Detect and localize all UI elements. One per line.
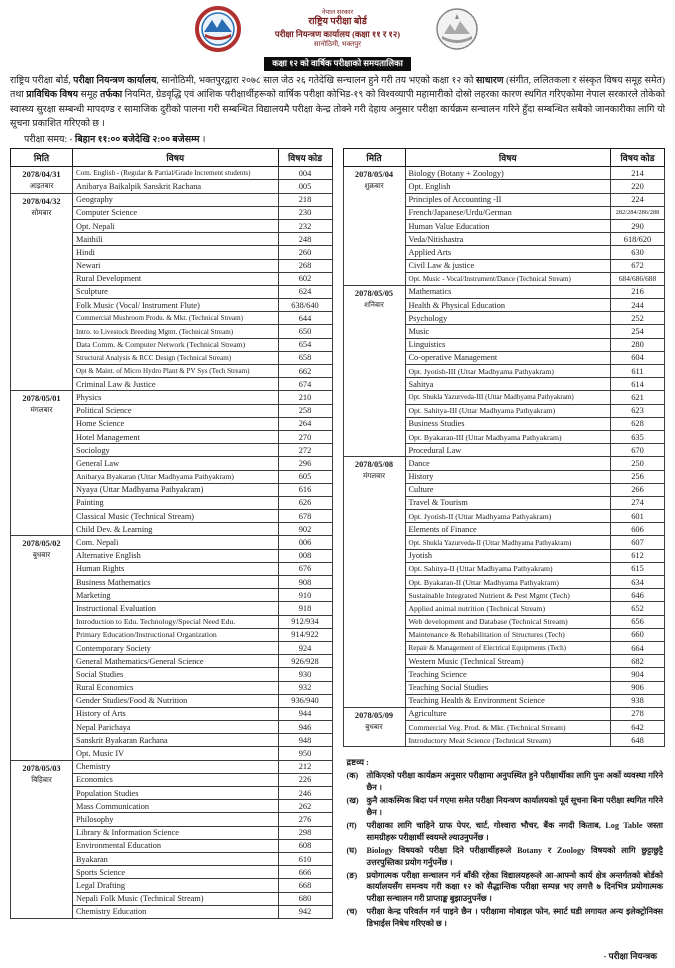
subject-cell: Economics bbox=[73, 773, 279, 786]
code-cell: 904 bbox=[611, 668, 665, 681]
code-cell: 944 bbox=[278, 707, 332, 720]
subject-cell: Elements of Finance bbox=[405, 523, 611, 536]
code-cell: 626 bbox=[278, 496, 332, 509]
subject-cell: Environmental Education bbox=[73, 839, 279, 852]
subject-cell: Library & Information Science bbox=[73, 826, 279, 839]
note-item bbox=[347, 770, 664, 794]
code-cell: 606 bbox=[611, 523, 665, 536]
date-cell bbox=[11, 760, 73, 918]
code-cell: 672 bbox=[611, 259, 665, 272]
code-cell: 644 bbox=[278, 312, 332, 325]
note-item bbox=[347, 845, 664, 869]
code-cell: 280 bbox=[611, 338, 665, 351]
subject-cell: Com. Nepali bbox=[73, 536, 279, 549]
subject-cell: Population Studies bbox=[73, 787, 279, 800]
note-text: Biology विषयको परीक्षा दिने परीक्षार्थीहरूले Botany र Zoology विषयको लागि छुट्टाछुट्टै उत्तरपुस्तिका प्रयोग गर्नुपर्नेछ । bbox=[366, 845, 663, 867]
code-cell: 614 bbox=[611, 378, 665, 391]
subject-cell: Maintenance & Rehabilitation of Structures (Tech) bbox=[405, 628, 611, 641]
code-cell: 684/686/688 bbox=[611, 272, 665, 285]
subject-cell: Primary Education/Instructional Organization bbox=[73, 628, 279, 641]
intro-paragraph bbox=[10, 74, 665, 131]
code-cell: 908 bbox=[278, 576, 332, 589]
subject-cell: Alternative English bbox=[73, 549, 279, 562]
code-cell: 674 bbox=[278, 378, 332, 391]
code-cell: 226 bbox=[278, 773, 332, 786]
signature-line: - परीक्षा नियन्त्रक bbox=[603, 951, 657, 962]
note-text: तोकिएको परीक्षा कार्यक्रम अनुसार परीक्षामा अनुपस्थित हुने परीक्षार्थीका लागि पुनः अर्को व्यवस्था गरिने छैन । bbox=[366, 771, 663, 793]
subject-cell: General Mathematics/General Science bbox=[73, 655, 279, 668]
subject-cell: Newari bbox=[73, 259, 279, 272]
subject-cell: Procedural Law bbox=[405, 444, 611, 457]
code-cell: 264 bbox=[278, 417, 332, 430]
date-cell bbox=[11, 167, 73, 193]
subject-cell: Sculpture bbox=[73, 285, 279, 298]
intro-text-segment: प्राविधिक विषय bbox=[26, 90, 79, 101]
code-cell: 276 bbox=[278, 813, 332, 826]
code-cell: 638/640 bbox=[278, 299, 332, 312]
code-cell: 272 bbox=[278, 444, 332, 457]
code-cell: 262 bbox=[278, 800, 332, 813]
header bbox=[10, 6, 665, 52]
code-cell: 282/284/286/288 bbox=[611, 206, 665, 219]
subject-cell: Health & Physical Education bbox=[405, 299, 611, 312]
code-column-header: विषय कोड bbox=[278, 149, 332, 167]
subject-cell: Structural Analysis & RCC Design (Technical Stream) bbox=[73, 351, 279, 364]
subject-cell: Web development and Database (Technical Stream) bbox=[405, 615, 611, 628]
exam-date: 2078/05/02 bbox=[22, 539, 61, 549]
note-label: (ख) bbox=[346, 796, 359, 806]
subject-cell: Nyaya (Uttar Madhyama Pathyakram) bbox=[73, 483, 279, 496]
table-header-row bbox=[11, 149, 333, 167]
code-cell: 656 bbox=[611, 615, 665, 628]
exam-day: बुधबार bbox=[32, 551, 51, 560]
exam-day: बुधबार bbox=[365, 722, 383, 731]
code-cell: 658 bbox=[278, 351, 332, 364]
subject-cell: Physics bbox=[73, 391, 279, 404]
code-cell: 611 bbox=[611, 365, 665, 378]
code-cell: 648 bbox=[611, 734, 665, 747]
subject-cell: General Law bbox=[73, 457, 279, 470]
code-cell: 635 bbox=[611, 430, 665, 443]
exam-day: सोमबार bbox=[31, 208, 52, 217]
code-cell: 256 bbox=[611, 470, 665, 483]
exam-date: 2078/05/03 bbox=[22, 763, 61, 773]
exam-day: शनिबार bbox=[364, 300, 384, 309]
code-cell: 248 bbox=[278, 233, 332, 246]
code-cell: 278 bbox=[611, 707, 665, 720]
intro-text-segment: समूह bbox=[78, 90, 100, 101]
subject-cell: Music bbox=[405, 325, 611, 338]
neb-board-logo-icon bbox=[195, 6, 241, 52]
exam-time-suffix: । bbox=[199, 135, 206, 146]
subject-cell: Opt. Sahitya-III (Uttar Madhyama Pathyakram) bbox=[405, 404, 611, 417]
subject-cell: Sociology bbox=[73, 444, 279, 457]
subject-column-header: विषय bbox=[73, 149, 279, 167]
code-cell: 660 bbox=[611, 628, 665, 641]
subject-cell: Business Mathematics bbox=[73, 576, 279, 589]
subject-cell: Computer Science bbox=[73, 206, 279, 219]
code-cell: 912/934 bbox=[278, 615, 332, 628]
subject-cell: Civil Law & justice bbox=[405, 259, 611, 272]
board-name: राष्ट्रिय परीक्षा बोर्ड bbox=[308, 17, 367, 28]
code-cell: 914/922 bbox=[278, 628, 332, 641]
subject-cell: Nepal Parichaya bbox=[73, 721, 279, 734]
code-cell: 270 bbox=[278, 430, 332, 443]
exam-time-line bbox=[24, 132, 665, 145]
subject-cell: Psychology bbox=[405, 312, 611, 325]
code-cell: 680 bbox=[278, 892, 332, 905]
code-cell: 274 bbox=[611, 496, 665, 509]
subject-cell: Commercial Mushroom Produ. & Mkt. (Technical Stream) bbox=[73, 312, 279, 325]
date-cell bbox=[343, 707, 405, 747]
code-cell: 642 bbox=[611, 721, 665, 734]
exam-date: 2078/04/32 bbox=[22, 196, 61, 206]
subject-cell: Teaching Social Studies bbox=[405, 681, 611, 694]
table-row bbox=[11, 193, 333, 206]
header-titles bbox=[275, 9, 400, 48]
code-cell: 930 bbox=[278, 668, 332, 681]
table-row bbox=[343, 167, 665, 180]
subject-cell: Rural Development bbox=[73, 272, 279, 285]
code-cell: 938 bbox=[611, 694, 665, 707]
government-line: नेपाल सरकार bbox=[321, 9, 354, 17]
subject-cell: Hindi bbox=[73, 246, 279, 259]
date-cell bbox=[343, 457, 405, 708]
code-cell: 224 bbox=[611, 193, 665, 206]
subject-cell: Opt. Shukla Yazurveda-III (Uttar Madhyama Pathyakram) bbox=[405, 391, 611, 404]
code-cell: 668 bbox=[278, 879, 332, 892]
date-cell bbox=[11, 193, 73, 391]
code-cell: 678 bbox=[278, 510, 332, 523]
note-label: (ग) bbox=[346, 821, 357, 830]
subject-cell: Instructional Evaluation bbox=[73, 602, 279, 615]
code-cell: 608 bbox=[278, 839, 332, 852]
code-cell: 948 bbox=[278, 734, 332, 747]
note-item bbox=[347, 906, 664, 930]
table-row bbox=[11, 760, 333, 773]
banner-wrap bbox=[10, 53, 665, 71]
subject-cell: Opt. Music - Vocal/Instrument/Dance (Technical Stream) bbox=[405, 272, 611, 285]
code-cell: 950 bbox=[278, 747, 332, 760]
note-text: परीक्षाका लागि चाहिने ग्राफ पेपर, चार्ट, गोश्वारा भौचर, बैंक नगदी किताब, Log Table जस्ता सामग्रीहरू परीक्षार्थी स्वयम्ले ल्याउनुपर्नेछ । bbox=[366, 821, 663, 842]
subject-cell: Geography bbox=[73, 193, 279, 206]
code-cell: 906 bbox=[611, 681, 665, 694]
subject-cell: Opt. Shukla Yazurveda-II (Uttar Madhyama Pathyakram) bbox=[405, 536, 611, 549]
note-label: (क) bbox=[346, 771, 359, 781]
intro-text-segment: (संगीत, ललितकला र संस्कृत विषय समूह समेत) तथा bbox=[10, 76, 665, 101]
right-column bbox=[343, 148, 666, 962]
subject-cell: Opt. Nepali bbox=[73, 219, 279, 232]
subject-cell: Principles of Accounting -II bbox=[405, 193, 611, 206]
date-column-header: मिति bbox=[343, 149, 405, 167]
subject-cell: Opt. Byakaran-II (Uttar Madhyama Pathyakram) bbox=[405, 576, 611, 589]
subject-cell: Western Music (Technical Stream) bbox=[405, 655, 611, 668]
code-cell: 624 bbox=[278, 285, 332, 298]
code-cell: 220 bbox=[611, 180, 665, 193]
code-cell: 005 bbox=[278, 180, 332, 193]
code-cell: 646 bbox=[611, 589, 665, 602]
exam-day: मंगलबार bbox=[30, 406, 53, 415]
subject-cell: Intro. to Livestock Breeding Mgmt. (Technical Stream) bbox=[73, 325, 279, 338]
subject-cell: Opt. Byakaran-III (Uttar Madhyama Pathyakram) bbox=[405, 430, 611, 443]
code-cell: 250 bbox=[611, 457, 665, 470]
nepal-government-emblem-icon bbox=[434, 6, 480, 52]
code-cell: 670 bbox=[611, 444, 665, 457]
code-cell: 601 bbox=[611, 510, 665, 523]
subject-cell: Linguistics bbox=[405, 338, 611, 351]
date-column-header: मिति bbox=[11, 149, 73, 167]
code-cell: 210 bbox=[278, 391, 332, 404]
code-cell: 918 bbox=[278, 602, 332, 615]
code-cell: 942 bbox=[278, 905, 332, 918]
subject-cell: Travel & Tourism bbox=[405, 496, 611, 509]
code-cell: 605 bbox=[278, 470, 332, 483]
subject-cell: Contemporary Society bbox=[73, 641, 279, 654]
exam-date: 2078/04/31 bbox=[22, 170, 61, 180]
date-cell bbox=[343, 167, 405, 286]
code-cell: 006 bbox=[278, 536, 332, 549]
code-cell: 232 bbox=[278, 219, 332, 232]
code-cell: 682 bbox=[611, 655, 665, 668]
subject-cell: Introduction to Edu. Technology/Special Need Edu. bbox=[73, 615, 279, 628]
code-cell: 610 bbox=[278, 852, 332, 865]
code-cell: 910 bbox=[278, 589, 332, 602]
table-row bbox=[11, 167, 333, 180]
subject-cell: Repair & Management of Electrical Equipments (Tech) bbox=[405, 641, 611, 654]
office-name: परीक्षा नियन्त्रण कार्यालय (कक्षा ११ र १२) bbox=[274, 29, 401, 40]
code-cell: 902 bbox=[278, 523, 332, 536]
note-label: (ङ) bbox=[346, 870, 358, 880]
subject-cell: Political Science bbox=[73, 404, 279, 417]
exam-date: 2078/05/01 bbox=[22, 394, 61, 404]
intro-text-segment: राष्ट्रिय परीक्षा बोर्ड, bbox=[10, 76, 74, 86]
note-label: (च) bbox=[346, 907, 358, 917]
exam-date: 2078/05/04 bbox=[354, 170, 394, 180]
subject-cell: Philosophy bbox=[73, 813, 279, 826]
code-cell: 296 bbox=[278, 457, 332, 470]
subject-cell: Veda/Nitishastra bbox=[405, 233, 611, 246]
code-cell: 266 bbox=[611, 483, 665, 496]
subject-cell: Classical Music (Technical Stream) bbox=[73, 510, 279, 523]
subject-cell: Sustainable Integrated Nutrient & Pest Mgmt (Tech) bbox=[405, 589, 611, 602]
subject-cell: Applied animal nutrition (Technical Stream) bbox=[405, 602, 611, 615]
subject-cell: Opt. Jyotish-III (Uttar Madhyama Pathyakram) bbox=[405, 365, 611, 378]
subject-cell: Chemistry Education bbox=[73, 905, 279, 918]
subject-cell: Sahitya bbox=[405, 378, 611, 391]
table-row bbox=[343, 457, 665, 470]
code-cell: 260 bbox=[278, 246, 332, 259]
exam-time-prefix: परीक्षा समय: - bbox=[24, 135, 75, 146]
code-cell: 662 bbox=[278, 365, 332, 378]
subject-cell: Co-operative Management bbox=[405, 351, 611, 364]
subject-cell: Social Studies bbox=[73, 668, 279, 681]
code-cell: 246 bbox=[278, 787, 332, 800]
subject-cell: French/Japanese/Urdu/German bbox=[405, 206, 611, 219]
note-text: परीक्षा केन्द्र परिवर्तन गर्न पाइने छैन । परीक्षामा मोबाइल फोन, स्मार्ट घडी लगायत अन्य इलेक्ट्रोनिक्स डिभाईस निषेध गरिएको छ । bbox=[366, 907, 663, 929]
date-cell bbox=[11, 391, 73, 536]
code-cell: 946 bbox=[278, 721, 332, 734]
date-cell bbox=[343, 285, 405, 456]
notes-title: द्रष्टव्य : bbox=[346, 757, 370, 768]
code-column-header: विषय कोड bbox=[611, 149, 665, 167]
intro-text-segment: नियमित, ग्रेडवृद्धि एवं आंशिक परीक्षार्थीहरूको वार्षिक परीक्षा कोभिड-१९ को विश्वव्यापी महामारीको दोस्रो लहरका कारण स्थगित गरिएकोमा नेपाल सरकारले तोकेको स्वास्थ्य सुरक्षा सम्बन्धी मापदण्ड र सामाजिक दुरीको पालना गरी सम्बन्धित विद्यालयमै परीक्षा केन्द्र तोक्ने गरी देहाय अनुसार परीक्षा कार्यक्रम सन्चालन गरिने हुँदा सम्बन्धित सबैको जानकारीका लागि यो सूचना प्रकाशित गरिएको छ । bbox=[10, 90, 666, 129]
code-cell: 652 bbox=[611, 602, 665, 615]
code-cell: 298 bbox=[278, 826, 332, 839]
table-row bbox=[11, 536, 333, 549]
code-cell: 628 bbox=[611, 417, 665, 430]
subject-cell: Jyotish bbox=[405, 549, 611, 562]
subject-cell: Child Dev. & Learning bbox=[73, 523, 279, 536]
code-cell: 258 bbox=[278, 404, 332, 417]
subject-cell: Opt. Jyotish-II (Uttar Madhyama Pathyakram) bbox=[405, 510, 611, 523]
subject-cell: Teaching Health & Environment Science bbox=[405, 694, 611, 707]
subject-cell: Introductory Meat Science (Technical Stream) bbox=[405, 734, 611, 747]
subject-cell: Home Science bbox=[73, 417, 279, 430]
code-cell: 924 bbox=[278, 641, 332, 654]
subject-cell: Marketing bbox=[73, 589, 279, 602]
schedule-tables bbox=[10, 148, 665, 962]
exam-day: शुक्रबार bbox=[364, 182, 384, 191]
subject-cell: Anibarya Baikalpik Sanskrit Rachana bbox=[73, 180, 279, 193]
subject-cell: Folk Music (Vocal/ Instrument Flute) bbox=[73, 299, 279, 312]
exam-date: 2078/05/08 bbox=[354, 460, 394, 470]
subject-cell: History bbox=[405, 470, 611, 483]
table-row bbox=[343, 707, 665, 720]
office-address: सानोठिमी, भक्तपुर bbox=[313, 39, 362, 48]
subject-cell: Culture bbox=[405, 483, 611, 496]
subject-cell: Byakaran bbox=[73, 852, 279, 865]
subject-cell: Sanskrit Byakaran Rachana bbox=[73, 734, 279, 747]
note-text: कुनै आकस्मिक बिदा पर्न गएमा समेत परीक्षा नियन्त्रण कार्यालयको पूर्व सूचना बिना परीक्षा स्थगित गरिने छैन । bbox=[366, 796, 663, 818]
table-row bbox=[343, 285, 665, 298]
subject-cell: Applied Arts bbox=[405, 246, 611, 259]
subject-cell: Dance bbox=[405, 457, 611, 470]
exam-day: बिहिबार bbox=[31, 775, 52, 784]
code-cell: 666 bbox=[278, 866, 332, 879]
subject-cell: Commercial Veg. Prod. & Mkt. (Technical Stream) bbox=[405, 721, 611, 734]
code-cell: 008 bbox=[278, 549, 332, 562]
subject-cell: Criminal Law & Justice bbox=[73, 378, 279, 391]
subject-cell: Human Value Education bbox=[405, 219, 611, 232]
table-row bbox=[11, 391, 333, 404]
code-cell: 618/620 bbox=[611, 233, 665, 246]
code-cell: 212 bbox=[278, 760, 332, 773]
note-label: (घ) bbox=[346, 845, 357, 855]
note-item bbox=[347, 820, 664, 844]
subject-cell: Rural Economics bbox=[73, 681, 279, 694]
subject-cell: Mass Communication bbox=[73, 800, 279, 813]
code-cell: 604 bbox=[611, 351, 665, 364]
exam-time-value: बिहान ११:०० बजेदेखि २:०० बजेसम्म bbox=[74, 135, 200, 146]
code-cell: 623 bbox=[611, 404, 665, 417]
schedule-table-1 bbox=[10, 148, 333, 919]
subject-cell: Sports Science bbox=[73, 866, 279, 879]
code-cell: 932 bbox=[278, 681, 332, 694]
subject-cell: Gender Studies/Food & Nutrition bbox=[73, 694, 279, 707]
table-header-row bbox=[343, 149, 665, 167]
code-cell: 676 bbox=[278, 562, 332, 575]
code-cell: 936/940 bbox=[278, 694, 332, 707]
code-cell: 290 bbox=[611, 219, 665, 232]
date-cell bbox=[11, 536, 73, 760]
exam-date: 2078/05/09 bbox=[354, 710, 394, 720]
subject-cell: Opt. Music IV bbox=[73, 747, 279, 760]
subject-cell: History of Arts bbox=[73, 707, 279, 720]
code-cell: 630 bbox=[611, 246, 665, 259]
code-cell: 244 bbox=[611, 299, 665, 312]
intro-text-segment: परीक्षा नियन्त्रण कार्यालय bbox=[73, 76, 157, 86]
code-cell: 650 bbox=[278, 325, 332, 338]
code-cell: 254 bbox=[611, 325, 665, 338]
code-cell: 926/928 bbox=[278, 655, 332, 668]
code-cell: 268 bbox=[278, 259, 332, 272]
intro-text-segment: तर्फका bbox=[99, 90, 123, 101]
code-cell: 004 bbox=[278, 167, 332, 180]
subject-cell: Biology (Botany + Zoology) bbox=[405, 167, 611, 180]
intro-text-segment: साधारण bbox=[475, 76, 504, 86]
code-cell: 612 bbox=[611, 549, 665, 562]
code-cell: 616 bbox=[278, 483, 332, 496]
subject-cell: Business Studies bbox=[405, 417, 611, 430]
schedule-table-2 bbox=[343, 148, 666, 747]
subject-cell: Teaching Science bbox=[405, 668, 611, 681]
code-cell: 654 bbox=[278, 338, 332, 351]
code-cell: 230 bbox=[278, 206, 332, 219]
subject-cell: Com. English - (Regular & Partial/Grade Increment students) bbox=[73, 167, 279, 180]
exam-day: मंगलबार bbox=[362, 472, 386, 481]
code-cell: 621 bbox=[611, 391, 665, 404]
code-cell: 615 bbox=[611, 562, 665, 575]
subject-cell: Hotel Management bbox=[73, 430, 279, 443]
code-cell: 634 bbox=[611, 576, 665, 589]
code-cell: 664 bbox=[611, 641, 665, 654]
subject-cell: Anibarya Byakaran (Uttar Madhyama Pathyakram) bbox=[73, 470, 279, 483]
note-text: प्रयोगात्मक परीक्षा सन्चालन गर्न बाँकी रहेका विद्यालयहरूले आ-आफ्नो कार्य क्षेत्र अन्तर्गतको बोर्डको कार्यालयसँग समन्वय गरी कक्षा १२ को सैद्धान्तिक परीक्षा सम्पन्न भए लगत्तै ७ दिनभित्र प्रयोगात्मक परीक्षा सन्चालन गरी प्राप्ताङ्क बुझाउनुपर्नेछ । bbox=[366, 870, 663, 904]
subject-cell: Human Rights bbox=[73, 562, 279, 575]
code-cell: 602 bbox=[278, 272, 332, 285]
exam-day: आइतबार bbox=[29, 182, 54, 191]
code-cell: 218 bbox=[278, 193, 332, 206]
subject-cell: Opt & Maint. of Micro Hydro Plant & PV Sys (Tech Stream) bbox=[73, 365, 279, 378]
code-cell: 216 bbox=[611, 285, 665, 298]
subject-cell: Mathematics bbox=[405, 285, 611, 298]
subject-cell: Painting bbox=[73, 496, 279, 509]
notes-section bbox=[343, 756, 666, 962]
notes-list bbox=[347, 770, 664, 930]
schedule-banner-title: कक्षा १२ को वार्षिक परीक्षाको समयतालिका bbox=[264, 57, 411, 71]
code-cell: 252 bbox=[611, 312, 665, 325]
intro-text-segment: , सानोठिमी, भक्तपुरद्वारा २०७८ साल जेठ २६ गतेदेखि सन्चालन हुने गरी तय भएको कक्षा १२ को bbox=[156, 76, 476, 86]
code-cell: 214 bbox=[611, 167, 665, 180]
note-item bbox=[347, 870, 664, 906]
left-column bbox=[10, 148, 333, 919]
exam-date: 2078/05/05 bbox=[354, 288, 394, 298]
subject-cell: Nepali Folk Music (Technical Stream) bbox=[73, 892, 279, 905]
subject-column-header: विषय bbox=[405, 149, 611, 167]
subject-cell: Legal Drafting bbox=[73, 879, 279, 892]
subject-cell: Opt. Sahitya-II (Uttar Madhyama Pathyakram) bbox=[405, 562, 611, 575]
subject-cell: Data Comm. & Computer Network (Technical Stream) bbox=[73, 338, 279, 351]
subject-cell: Opt. English bbox=[405, 180, 611, 193]
subject-cell: Chemistry bbox=[73, 760, 279, 773]
note-item bbox=[347, 795, 664, 819]
subject-cell: Maithili bbox=[73, 233, 279, 246]
code-cell: 607 bbox=[611, 536, 665, 549]
subject-cell: Agriculture bbox=[405, 707, 611, 720]
